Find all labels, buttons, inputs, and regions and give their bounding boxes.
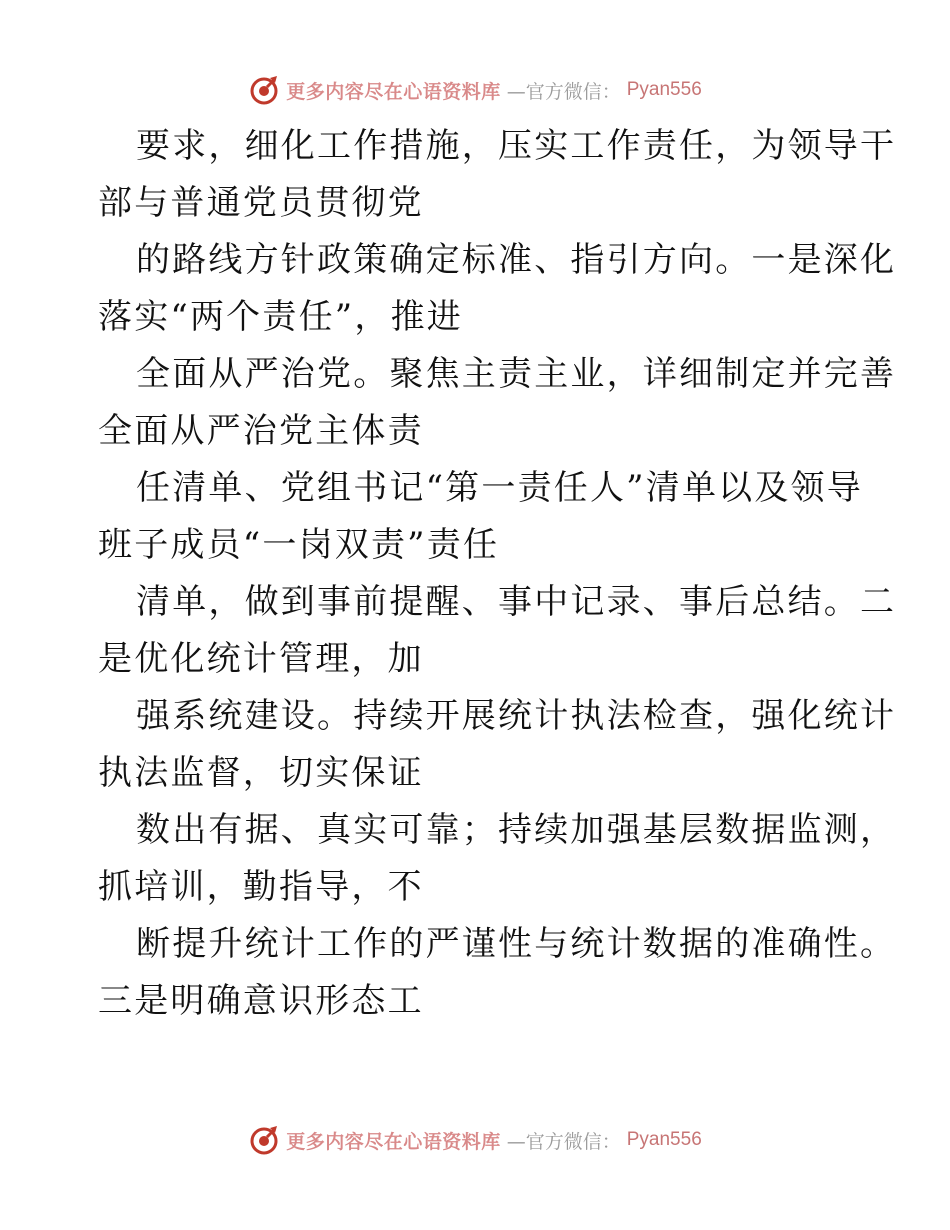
brand-logo-icon <box>248 1124 280 1156</box>
paragraph <box>98 916 897 1030</box>
paragraph-line: 断提升统计工作的严谨性与统计数据的准确性。 <box>136 924 897 964</box>
paragraph-line: 三是明确意识形态工 <box>98 981 424 1021</box>
page-header <box>0 70 950 110</box>
paragraph-line: 强系统建设。持续开展统计执法检查，强化统计 <box>136 696 897 736</box>
paragraph <box>98 802 897 916</box>
header-separator: —官方微信： <box>506 80 621 103</box>
paragraph <box>98 460 863 574</box>
paragraph-line: 是优化统计管理，加 <box>98 639 424 679</box>
footer-brand-text: 更多内容尽在心语资料库 <box>286 1130 501 1153</box>
footer-separator: —官方微信： <box>506 1130 621 1153</box>
paragraph <box>98 688 897 802</box>
paragraph-line: 部与普通党员贯彻党 <box>98 183 424 223</box>
paragraph <box>98 574 897 688</box>
paragraph <box>98 346 897 460</box>
paragraph-line: 全面从严治党主体责 <box>98 411 424 451</box>
document-body <box>98 118 897 1030</box>
paragraph-line: 数出有据、真实可靠；持续加强基层数据监测， <box>136 810 897 850</box>
paragraph-line: 抓培训，勤指导，不 <box>98 867 424 907</box>
brand-logo-icon <box>248 74 280 106</box>
footer-wechat-id: Pyan556 <box>626 1129 702 1150</box>
header-wechat-id: Pyan556 <box>626 79 702 100</box>
paragraph <box>98 232 897 346</box>
paragraph-line: 要求，细化工作措施，压实工作责任，为领导干 <box>136 126 897 166</box>
paragraph-line: 全面从严治党。聚焦主责主业，详细制定并完善 <box>136 354 897 394</box>
paragraph-line: 的路线方针政策确定标准、指引方向。一是深化 <box>136 240 897 280</box>
paragraph-line: 任清单、党组书记“第一责任人”清单以及领导 <box>136 468 863 508</box>
paragraph-line: 执法监督，切实保证 <box>98 753 424 793</box>
paragraph-line: 班子成员“一岗双责”责任 <box>98 525 500 565</box>
paragraph <box>98 118 897 232</box>
paragraph-line: 落实“两个责任”，推进 <box>98 297 463 337</box>
header-brand-text: 更多内容尽在心语资料库 <box>286 80 501 103</box>
paragraph-line: 清单，做到事前提醒、事中记录、事后总结。二 <box>136 582 897 622</box>
page-footer <box>0 1120 950 1160</box>
